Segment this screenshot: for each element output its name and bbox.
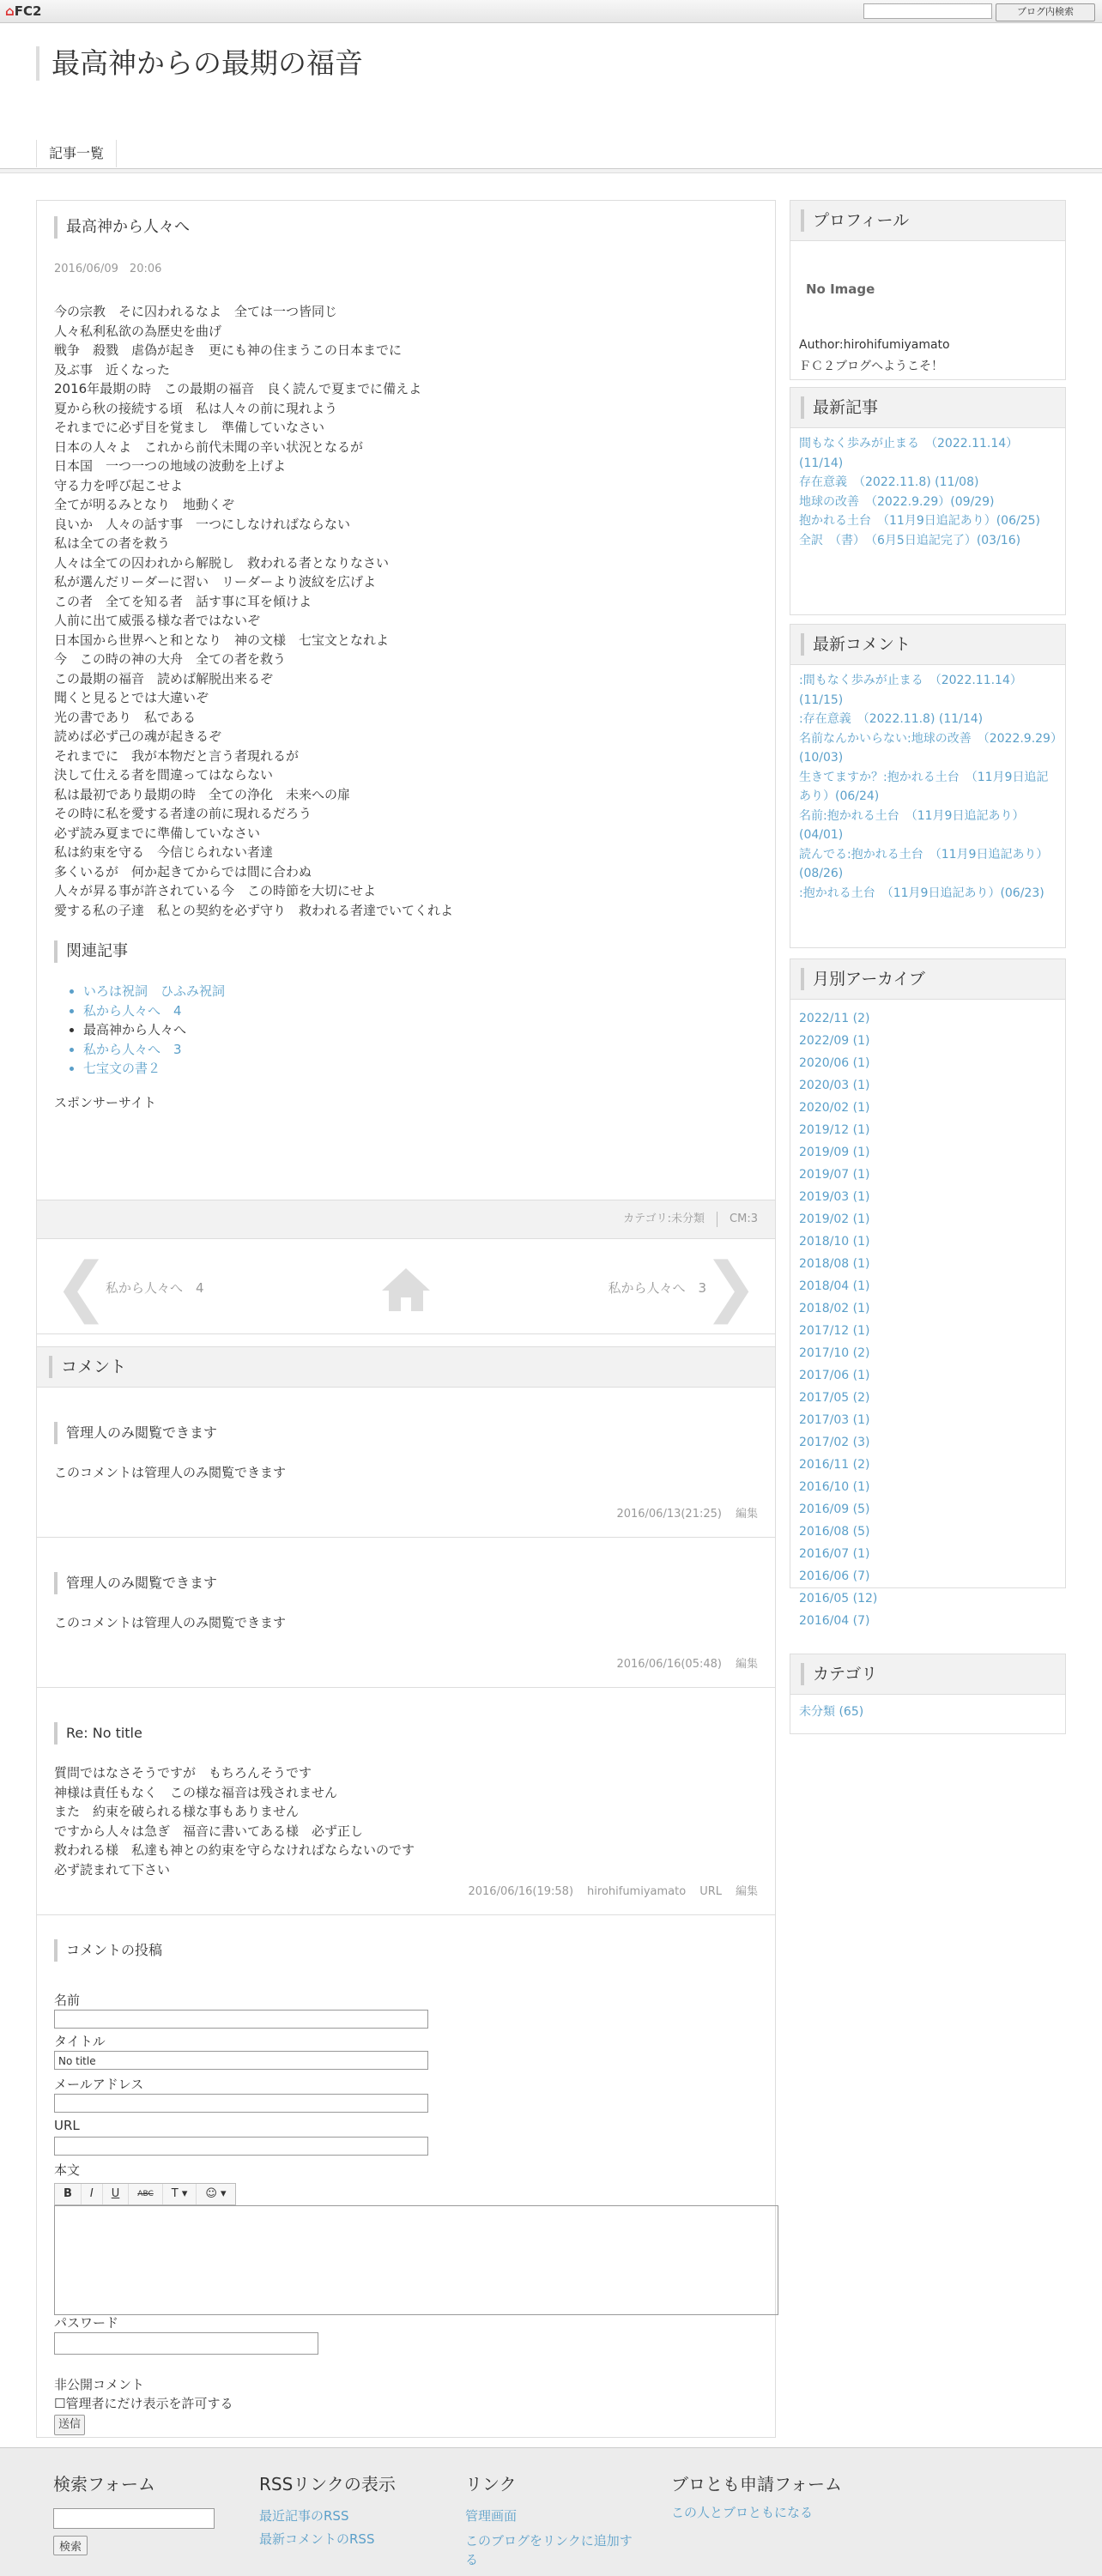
blog-search-input[interactable] <box>863 3 992 19</box>
rss-comments-link[interactable]: 最新コメントのRSS <box>259 2531 375 2547</box>
footer <box>0 2447 1102 2576</box>
related-item[interactable] <box>83 1001 225 1021</box>
comment-date: 2016/06/16(05:48) <box>616 1658 722 1671</box>
italic-button[interactable]: I <box>82 2184 103 2204</box>
next-entry-link[interactable]: 私から人々へ 3 <box>608 1280 706 1296</box>
recent-comment-link[interactable]: 読んでる:抱かれる土台 （11月9日追記あり）(08/26) <box>799 847 1049 880</box>
friend-request-link[interactable]: この人とブロともになる <box>671 2505 814 2520</box>
fc2-logo-icon: ⌂ <box>5 3 15 19</box>
archive-link[interactable]: 2017/10 (2) <box>799 1346 870 1360</box>
category-box <box>790 1654 1066 1734</box>
title-input[interactable]: No title <box>54 2051 428 2070</box>
recent-entry-link[interactable]: 地球の改善 （2022.9.29）(09/29) <box>799 494 995 509</box>
divider <box>717 1212 718 1227</box>
url-label: URL <box>54 2118 80 2133</box>
archive-link[interactable]: 2016/05 (12) <box>799 1592 878 1605</box>
format-toolbar <box>54 2183 236 2205</box>
archive-link[interactable]: 2022/09 (1) <box>799 1034 870 1048</box>
nav-divider <box>0 168 1102 173</box>
comment-author: hirohifumiyamato <box>587 1885 687 1898</box>
entry-line: 光の書であり 私である <box>54 709 197 725</box>
category-link[interactable]: 未分類 (65) <box>799 1705 864 1719</box>
recent-comments-box <box>790 624 1066 948</box>
entry-line: その時に私を愛する者達の前に現れるだろう <box>54 806 312 821</box>
entry-line: 今 この時の神の大舟 全ての者を救う <box>54 651 287 667</box>
related-item[interactable] <box>83 1040 225 1060</box>
related-item: • 最高神から人々へ <box>83 1020 225 1040</box>
bold-button[interactable]: B <box>55 2184 82 2204</box>
footer-rss-title: RSSリンクの表示 <box>259 2474 396 2494</box>
name-input[interactable] <box>54 2010 428 2029</box>
entry-line: 今の宗教 そに囚われるなよ 全ては一つ皆同じ <box>54 304 338 319</box>
recent-entries-title: 最新記事 <box>801 396 878 419</box>
entry-line: 読めば必ず己の魂が起きるぞ <box>54 729 222 744</box>
blog-title[interactable]: 最高神からの最期の福音 <box>36 46 363 81</box>
comment-line: 必ず読まれて下さい <box>54 1861 171 1878</box>
comment-date: 2016/06/16(19:58) <box>468 1885 574 1898</box>
comments-title: コメント <box>49 1356 126 1378</box>
related-title: 関連記事 <box>54 940 128 963</box>
archive-link[interactable]: 2017/03 (1) <box>799 1413 870 1427</box>
archive-link[interactable]: 2020/06 (1) <box>799 1056 870 1070</box>
comment-title: 管理人のみ閲覧できます <box>54 1572 217 1594</box>
archive-link[interactable]: 2016/09 (5) <box>799 1503 870 1516</box>
footer-links-title: リンク <box>465 2474 517 2494</box>
archive-link[interactable]: 2017/05 (2) <box>799 1391 870 1405</box>
archive-link[interactable]: 2019/12 (1) <box>799 1123 870 1137</box>
archive-link[interactable]: 2017/06 (1) <box>799 1369 870 1382</box>
entry-line: 多くいるが 何か起きてからでは間に合わぬ <box>54 863 312 880</box>
comment-line: このコメントは管理人のみ閲覧できます <box>54 1465 287 1480</box>
recent-comment-link[interactable]: :存在意義 （2022.11.8) (11/14) <box>799 712 984 726</box>
entry-line: 人前に出て威張る様な者ではないぞ <box>54 613 261 628</box>
entry-line: 私が選んだリーダーに習い リーダーより波紋を広げよ <box>54 574 377 590</box>
footer-search-input[interactable] <box>53 2508 215 2529</box>
profile-author: Author:hirohifumiyamato <box>799 338 950 352</box>
entry-line: 人々が昇る事が許されている今 この時節を大切にせよ <box>54 883 377 898</box>
comment-edit-link[interactable]: 編集 <box>735 1658 758 1671</box>
entry-line: 日本の人々よ これから前代未聞の辛い状況となるが <box>54 438 364 455</box>
comment-body <box>54 1613 286 1633</box>
comment-line: 質問ではなさそうですが もちろんそうです <box>54 1765 312 1781</box>
entry-title: 最高神から人々へ <box>54 216 190 239</box>
entry-footer-bar <box>37 1200 775 1239</box>
recent-entries-box <box>790 387 1066 615</box>
category-list <box>799 1702 1057 1722</box>
archive-link[interactable]: 2016/06 (7) <box>799 1569 870 1583</box>
comment-meta <box>602 1504 758 1521</box>
footer-friend <box>671 2472 843 2523</box>
nav-item-article-list[interactable]: 記事一覧 <box>36 140 117 167</box>
entry-line: 日本国 一つ一つの地域の波動を上げよ <box>54 458 287 474</box>
comment-item <box>37 1688 775 1915</box>
comment-item <box>37 1388 775 1538</box>
password-label: パスワード <box>54 2315 119 2331</box>
related-link[interactable]: いろは祝詞 ひふみ祝詞 <box>83 983 226 999</box>
entry-line: この最期の福音 読めば解脱出来るぞ <box>54 670 274 686</box>
entry-line: 人々私利私欲の為歴史を曲げ <box>54 323 222 339</box>
archive-link[interactable]: 2020/02 (1) <box>799 1101 870 1115</box>
archive-link[interactable]: 2016/08 (5) <box>799 1525 870 1539</box>
entry-line: この者 全てを知る者 話す事に耳を傾けよ <box>54 593 312 609</box>
comment-edit-link[interactable]: 編集 <box>735 1885 758 1898</box>
emoji-button[interactable]: ☺ ▾ <box>205 2187 227 2200</box>
entry-date: 2016/06/09 20:06 <box>54 263 162 275</box>
entry-line: 戦争 殺戮 虐偽が起き 更にも神の住まうこの日本までに <box>54 342 403 358</box>
related-link[interactable]: 私から人々へ 4 <box>83 1002 182 1019</box>
entry-category-link[interactable]: カテゴリ:未分類 <box>623 1212 705 1225</box>
archive-link[interactable]: 2018/08 (1) <box>799 1257 870 1271</box>
private-label: 非公開コメント <box>54 2377 145 2392</box>
archive-box <box>790 958 1066 1628</box>
archive-title: 月別アーカイブ <box>801 968 925 990</box>
fc2-logo-text: FC2 <box>14 3 42 19</box>
url-input[interactable] <box>54 2137 428 2156</box>
comment-body <box>54 1763 415 1879</box>
entry-line: 日本国から世界へと和となり 神の文様 七宝文となれよ <box>54 632 390 648</box>
title-label: タイトル <box>54 2034 106 2049</box>
recent-comment-link[interactable]: 名前なんかいらない:地球の改善 （2022.9.29）(10/03) <box>799 731 1057 765</box>
archive-header <box>790 959 1065 1000</box>
archive-link[interactable]: 2016/04 (7) <box>799 1614 870 1628</box>
home-icon[interactable] <box>380 1267 432 1313</box>
recent-comments-title: 最新コメント <box>801 633 911 656</box>
recent-comments-header <box>790 625 1065 665</box>
recent-comment-link[interactable]: 生きてますか？:抱かれる土台 （11月9日追記あり）(06/24) <box>799 770 1049 803</box>
related-list <box>83 982 225 1079</box>
entry-line: 良いか 人々の話す事 一つにしなければならない <box>54 516 351 532</box>
archive-link[interactable]: 2016/10 (1) <box>799 1480 870 1494</box>
archive-link[interactable]: 2018/10 (1) <box>799 1235 870 1249</box>
comment-body <box>54 1463 286 1483</box>
entry-line: 全てが明るみとなり 地動くぞ <box>54 497 235 512</box>
recent-comments-list <box>799 671 1057 903</box>
comment-title: Re: No title <box>54 1722 142 1745</box>
entry-line: 守る力を呼び起こせよ <box>54 477 184 493</box>
footer-search <box>53 2472 225 2555</box>
entry-body <box>54 302 758 920</box>
recent-comment-link[interactable]: :間もなく歩みが止まる （2022.11.14）(11/15) <box>799 674 1022 707</box>
related-item[interactable] <box>83 982 225 1001</box>
entry-line: 決して仕える者を間違ってはならない <box>54 767 274 783</box>
archive-link[interactable]: 2020/03 (1) <box>799 1079 870 1092</box>
related-link[interactable]: 七宝文の書２ <box>83 1061 161 1076</box>
recent-entry-link[interactable]: 間もなく歩みが止まる （2022.11.14）(11/14) <box>799 437 1019 470</box>
recent-comment-link[interactable]: 名前:抱かれる土台 （11月9日追記あり）(04/01) <box>799 808 1025 842</box>
comment-date: 2016/06/13(21:25) <box>616 1508 722 1521</box>
entry-line: 及ぶ事 近くなった <box>54 361 171 378</box>
footer-search-title: 検索フォーム <box>53 2474 155 2494</box>
entry-line: それまでに必ず目を覚まし 準備していなさい <box>54 420 325 435</box>
main-content <box>36 200 776 2438</box>
archive-link[interactable]: 2016/07 (1) <box>799 1547 870 1561</box>
entry-line: 私は最初であり最期の時 全ての浄化 未来への扉 <box>54 786 351 802</box>
archive-link[interactable]: 2018/02 (1) <box>799 1302 870 1315</box>
comment-line: また 約束を破られる様な事もありません <box>54 1804 300 1819</box>
admin-link[interactable]: 管理画面 <box>465 2508 518 2524</box>
profile-header <box>790 201 1065 241</box>
mail-input[interactable] <box>54 2094 428 2113</box>
submit-button[interactable]: 送信 <box>54 2415 85 2435</box>
comment-form-title: コメントの投稿 <box>54 1939 162 1962</box>
archive-link[interactable]: 2017/12 (1) <box>799 1324 870 1338</box>
comment-edit-link[interactable]: 編集 <box>735 1508 758 1521</box>
recent-entry-link[interactable]: 抱かれる土台 （11月9日追記あり）(06/25) <box>799 514 1040 528</box>
name-label: 名前 <box>54 1992 81 2008</box>
strikethrough-button[interactable]: ABC <box>129 2184 162 2204</box>
entry-line: 夏から秋の接続する頃 私は人々の前に現れよう <box>54 400 338 416</box>
recent-entry-link[interactable]: 存在意義 （2022.11.8) (11/08) <box>799 475 979 489</box>
related-item[interactable] <box>83 1059 225 1079</box>
comment-meta <box>602 1654 758 1671</box>
comments-header <box>37 1346 775 1388</box>
chevron-right-icon[interactable]: ❯ <box>703 1248 758 1324</box>
sponsor-label: スポンサーサイト <box>54 1095 156 1110</box>
profile-title: プロフィール <box>801 209 909 232</box>
archive-link[interactable]: 2017/02 (3) <box>799 1436 870 1449</box>
private-checkbox-label: 管理者にだけ表示を許可する <box>65 2396 233 2411</box>
archive-link[interactable]: 2019/07 (1) <box>799 1168 870 1182</box>
entry-line: 2016年最期の時 この最期の福音 良く読んで夏までに備えよ <box>54 381 422 396</box>
comment-count-link[interactable]: CM:3 <box>730 1212 758 1225</box>
entry-pager <box>37 1239 775 1334</box>
prev-entry-link[interactable]: 私から人々へ 4 <box>106 1280 204 1296</box>
comment-line: ですから人々は急ぎ 福音に書いてある様 必ず正し <box>54 1823 364 1839</box>
category-title: カテゴリ <box>801 1663 877 1685</box>
add-link-link[interactable]: このブログをリンクに追加する <box>465 2532 633 2567</box>
checkbox[interactable]: ☐ <box>54 2396 66 2411</box>
footer-friend-title: ブロとも申請フォーム <box>671 2474 842 2494</box>
footer-links <box>465 2472 637 2570</box>
category-header <box>790 1654 1065 1695</box>
password-input[interactable] <box>54 2332 318 2355</box>
entry-line: 聞くと見るとでは大違いぞ <box>54 690 209 705</box>
comment-item <box>37 1538 775 1688</box>
archive-list <box>799 1007 1057 1632</box>
archive-link[interactable]: 2018/04 (1) <box>799 1279 870 1293</box>
comment-line: 救われる様 私達も神との約束を守らなければならないのです <box>54 1842 415 1858</box>
comment-url-link[interactable]: URL <box>699 1885 722 1898</box>
avatar-placeholder: No Image <box>806 281 875 297</box>
entry-line: 愛する私の子達 私との契約を必ず守り 救われる者達でいてくれよ <box>54 902 454 918</box>
entry-line: 人々は全ての囚われから解脱し 救われる者となりなさい <box>54 554 390 571</box>
entry-line: 必ず読み夏までに準備していなさい <box>54 825 261 841</box>
comment-body-textarea[interactable] <box>54 2205 778 2315</box>
entry-line: 私は全ての者を救う <box>54 535 171 551</box>
rss-entries-link[interactable]: 最近記事のRSS <box>259 2508 349 2524</box>
fc2-header-bar <box>0 0 1102 23</box>
comment-line: このコメントは管理人のみ閲覧できます <box>54 1615 287 1630</box>
recent-entry-link[interactable]: 全訳 （書） （6月5日追記完了）(03/16) <box>799 533 1021 547</box>
recent-comment-link[interactable]: :抱かれる土台 （11月9日追記あり）(06/23) <box>799 886 1044 900</box>
fc2-logo[interactable] <box>5 3 41 19</box>
font-size-button[interactable]: T ▾ <box>163 2184 197 2204</box>
profile-welcome: ＦＣ２ブログへようこそ！ <box>799 360 943 373</box>
profile-box <box>790 200 1066 380</box>
comment-line: 神様は責任もなく この様な福音は残されません <box>54 1784 338 1800</box>
entry-line: それまでに 我が本物だと言う者現れるが <box>54 747 300 764</box>
archive-link[interactable]: 2016/11 (2) <box>799 1458 870 1472</box>
entry-line: 私は約束を守る 今信じられない者達 <box>54 844 274 860</box>
private-checkbox-row[interactable] <box>54 2394 233 2412</box>
mail-label: メールアドレス <box>54 2077 144 2092</box>
recent-entries-list <box>799 434 1057 550</box>
comment-meta <box>454 1882 758 1898</box>
body-label: 本文 <box>54 2162 81 2178</box>
blog-search-button[interactable]: ブログ内検索 <box>996 3 1095 21</box>
footer-rss <box>259 2472 431 2549</box>
comment-title: 管理人のみ閲覧できます <box>54 1422 217 1444</box>
archive-link[interactable]: 2022/11 (2) <box>799 1012 870 1025</box>
chevron-left-icon[interactable]: ❮ <box>54 1248 109 1324</box>
footer-search-button[interactable]: 検索 <box>53 2536 88 2555</box>
recent-entries-header <box>790 388 1065 428</box>
related-link[interactable]: 私から人々へ 3 <box>83 1041 182 1057</box>
archive-link[interactable]: 2019/09 (1) <box>799 1146 870 1159</box>
underline-button[interactable]: U <box>103 2184 130 2204</box>
archive-link[interactable]: 2019/03 (1) <box>799 1190 870 1204</box>
archive-link[interactable]: 2019/02 (1) <box>799 1212 870 1226</box>
